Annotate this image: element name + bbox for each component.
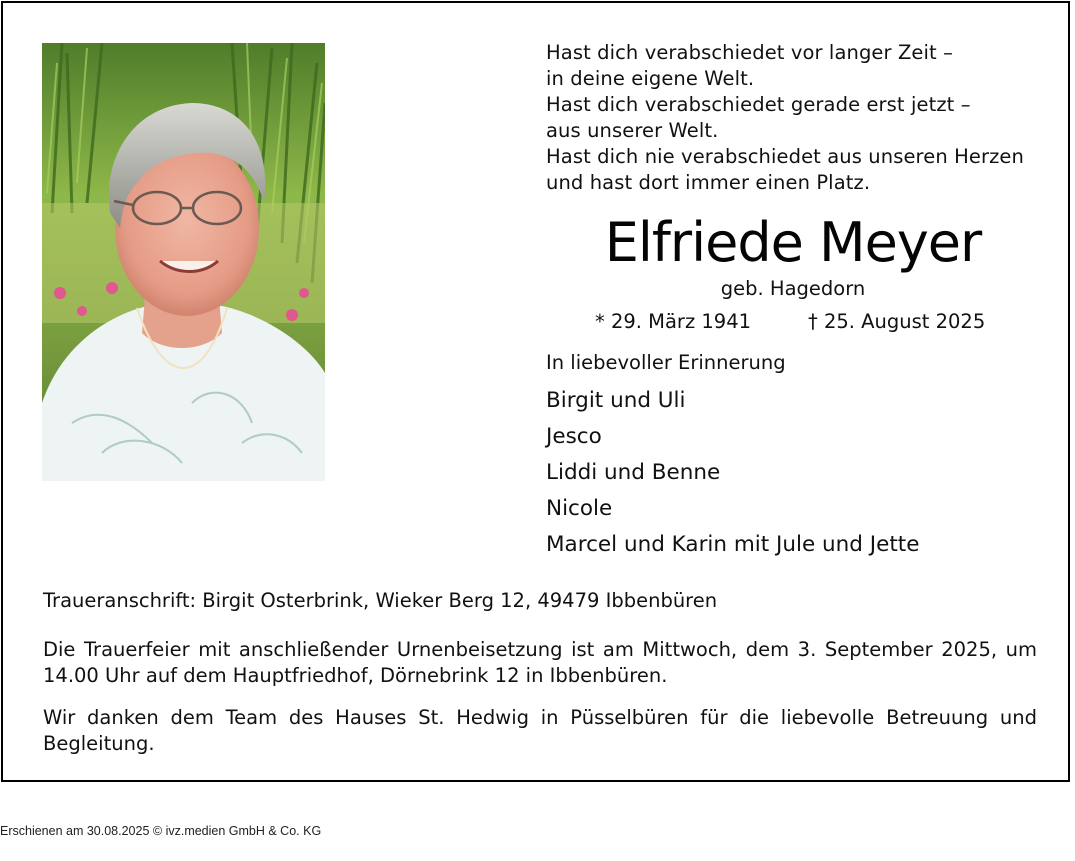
portrait-photo (42, 43, 325, 481)
thanks-text: Wir danken dem Team des Hauses St. Hedwig in Püsselbüren für die liebevolle Betreuung und Begleitung. (43, 706, 1037, 755)
maiden-name: geb. Hagedorn (720, 277, 866, 300)
memory-line: In liebevoller Erinnerung (546, 351, 786, 374)
ceremony-info: Die Trauerfeier mit anschließender Urnenbeisetzung ist am Mittwoch, dem 3. September 2025, um 14.00 Uhr auf dem Hauptfriedhof, Dörnebrink 12 in Ibbenbüren. (43, 638, 1037, 687)
publication-footer: Erschienen am 30.08.2025 © ivz.medien GmbH & Co. KG (0, 824, 322, 838)
mourner-name: Jesco (546, 424, 602, 449)
poem-line: Hast dich nie verabschiedet aus unseren Herzen (546, 145, 1024, 168)
mourner-name: Nicole (546, 496, 613, 521)
mourners-list (546, 383, 919, 563)
mourner-name: Liddi und Benne (546, 460, 721, 485)
farewell-poem (546, 40, 1046, 196)
poem-line: in deine eigene Welt. (546, 67, 755, 90)
poem-line: Hast dich verabschiedet gerade erst jetzt – (546, 93, 971, 116)
deceased-name: Elfriede Meyer (604, 211, 982, 274)
mourning-address: Traueranschrift: Birgit Osterbrink, Wieker Berg 12, 49479 Ibbenbüren (43, 589, 718, 612)
obituary-notice (1, 1, 1070, 782)
death-date: † 25. August 2025 (808, 310, 986, 333)
mourner-name: Marcel und Karin mit Jule und Jette (546, 532, 920, 557)
poem-line: Hast dich verabschiedet vor langer Zeit – (546, 41, 953, 64)
poem-line: und hast dort immer einen Platz. (546, 171, 871, 194)
poem-line: aus unserer Welt. (546, 119, 719, 142)
birth-date: * 29. März 1941 (595, 310, 752, 333)
mourner-name: Birgit und Uli (546, 388, 686, 413)
